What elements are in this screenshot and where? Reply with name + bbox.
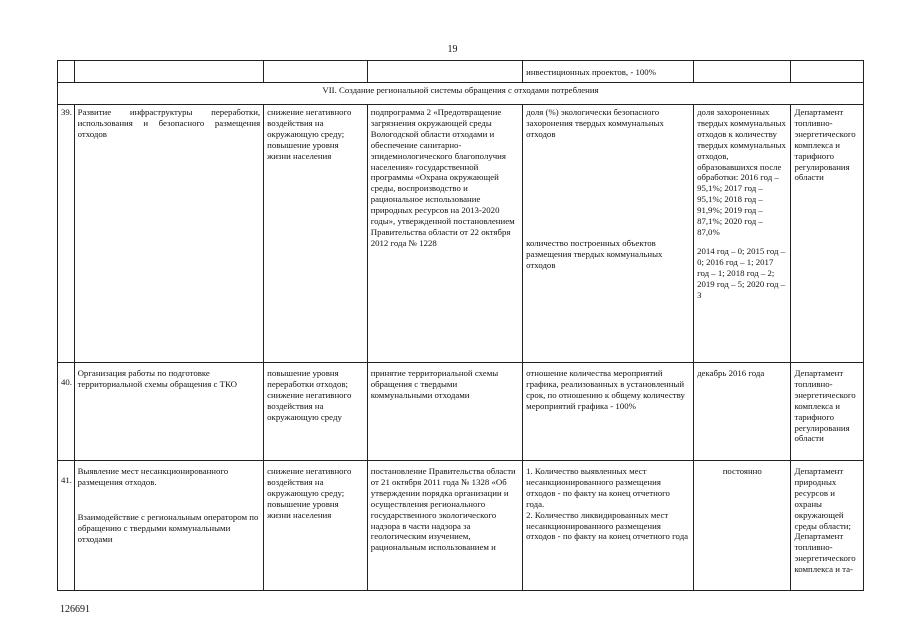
table-row-continuation xyxy=(58,61,864,83)
cell-program: подпрограмма 2 «Предотвращение загрязнения окружающей среды Вологодской области отходами и обеспечение санитарно-эпидемиологического благополучия населения» государственной программы «Охрана окружающей среды, воспроизводство и рациональное использование природных ресурсов на 2013-2020 годы», утвержденной постановлением Правительства области от 22 октября 2012 года № 1228 xyxy=(367,105,522,363)
cell-department xyxy=(791,461,864,591)
cell-department: Департамент топливно-энергетического комплекса и тарифного регулирования области xyxy=(791,105,864,363)
indicator-detected: 1. Количество выявленных мест несанкционированного размещения отходов - по факту на конец отчетного года. xyxy=(526,466,670,509)
cell-number: 41. xyxy=(58,461,75,591)
cell-name xyxy=(74,461,264,591)
program-table xyxy=(57,60,864,591)
section-row xyxy=(58,83,864,105)
cell-department: Департамент топливно-энергетического комплекса и тарифного регулирования области xyxy=(791,363,864,461)
cell-value: постоянно xyxy=(694,461,791,591)
indicator-share: доля (%) экологически безопасного захоронения твердых коммунальных отходов xyxy=(526,107,664,139)
indicator-objects: количество построенных объектов размещения твердых коммунальных отходов xyxy=(526,237,663,270)
cell-value: декабрь 2016 года xyxy=(694,363,791,461)
cell-indicator xyxy=(523,105,694,363)
footer-code: 126691 xyxy=(60,604,90,615)
cell-number: 39. xyxy=(58,105,75,363)
table-row xyxy=(58,105,864,363)
cell-name: Организация работы по подготовке территориальной схемы обращения с ТКО xyxy=(74,363,264,461)
cell-name: Развитие инфраструктуры переработки, использования и безопасного размещения отходов xyxy=(74,105,264,363)
value-objects: 2014 год – 0; 2015 год – 0; 2016 год – 1; 2017 год – 1; 2018 год – 2; 2019 год – 5; 2020 год – 3 xyxy=(697,245,786,300)
cell-program: принятие территориальной схемы обращения с твердыми коммунальными отходами xyxy=(367,363,522,461)
section-title: VII. Создание региональной системы обращения с отходами потребления xyxy=(58,83,864,105)
cell-value xyxy=(694,105,791,363)
cell-task: повышение уровня переработки отходов; снижение негативного воздействия на окружающую среду xyxy=(264,363,368,461)
name-part-1: Выявление мест несанкционированного размещения отходов. xyxy=(77,466,229,487)
table-row xyxy=(58,461,864,591)
cell-task: снижение негативного воздействия на окружающую среду; повышение уровня жизни населения xyxy=(264,461,368,591)
cell-program: постановление Правительства области от 21 октября 2011 года № 1328 «Об утверждении порядка организации и осуществления регионального государственного экологического надзора в части надзора за геологическим изучением, рациональным использованием и xyxy=(367,461,522,591)
table-row xyxy=(58,363,864,461)
indicator-liquidated: 2. Количество ликвидированных мест несанкционированного размещения отходов - по факту на конец отчетного года xyxy=(526,509,689,542)
cell-indicator xyxy=(523,461,694,591)
cell-task: снижение негативного воздействия на окружающую среду; повышение уровня жизни населения xyxy=(264,105,368,363)
cell-indicator: отношение количества мероприятий графика, реализованных в установленный срок, по отношению к общему количеству мероприятий графика - 100% xyxy=(523,363,694,461)
dept-part-1: Департамент природных ресурсов и охраны окружающей среды области; xyxy=(794,466,851,531)
page-number: 19 xyxy=(447,44,458,55)
cell-number: 40. xyxy=(58,363,75,461)
dept-part-2: Департамент топливно-энергетического комплекса и та- xyxy=(794,531,856,575)
cell-indicator: инвестиционных проектов, - 100% xyxy=(523,61,694,83)
name-part-2: Взаимодействие с региональным оператором по обращению с твердыми коммунальными отходами xyxy=(77,511,259,544)
value-share: доля захороненных твердых коммунальных отходов к количеству твердых коммунальных отходов, образовавшихся после обработки: 2016 год – 95,1%; 2017 год – 95,1%; 2018 год – 91,9%; 2019 год – 87,1%; 2020 год – 87,0% xyxy=(697,107,786,237)
